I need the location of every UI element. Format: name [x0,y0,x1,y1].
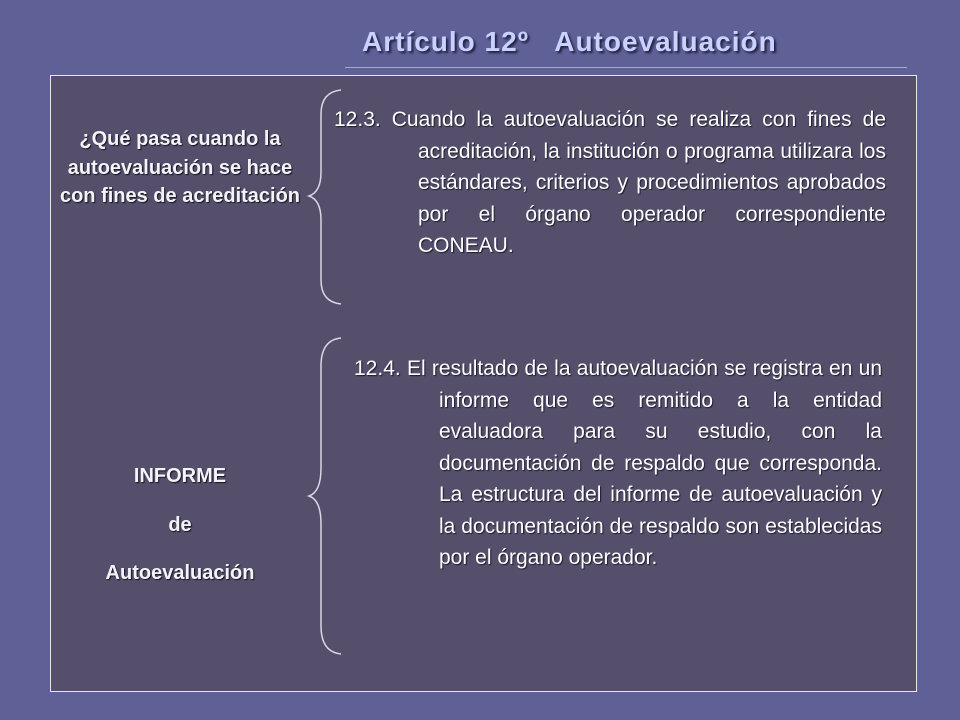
paragraph-12-4: 12.4. El resultado de la autoevaluación se registra en un informe que es remitido a la entidad evaluadora para su estudio, con la documentación de respaldo que corresponda. La estructura del informe de autoevaluación y la documentación de respaldo son establecidas por el órgano operador. [354,357,882,569]
sidebar-question: ¿Qué pasa cuando la autoevaluación se hace con fines de acreditación [59,128,301,208]
report-line-autoevaluacion: Autoevaluación [105,562,255,584]
left-brace-12-4 [305,336,345,656]
report-line-informe: INFORME [133,465,227,487]
slide-title: Artículo 12º Autoevaluación [362,26,777,57]
sidebar-report-heading [55,452,305,598]
paragraph-12-3: 12.3. Cuando la autoevaluación se realiza con fines de acreditación, la institución o programa utilizara los estándares, criterios y procedimientos aprobados por el órgano operador correspondiente CONEAU. [334,108,886,257]
title-underline [345,67,907,68]
brace-path-12-4 [309,338,341,654]
report-line-de: de [168,513,192,536]
